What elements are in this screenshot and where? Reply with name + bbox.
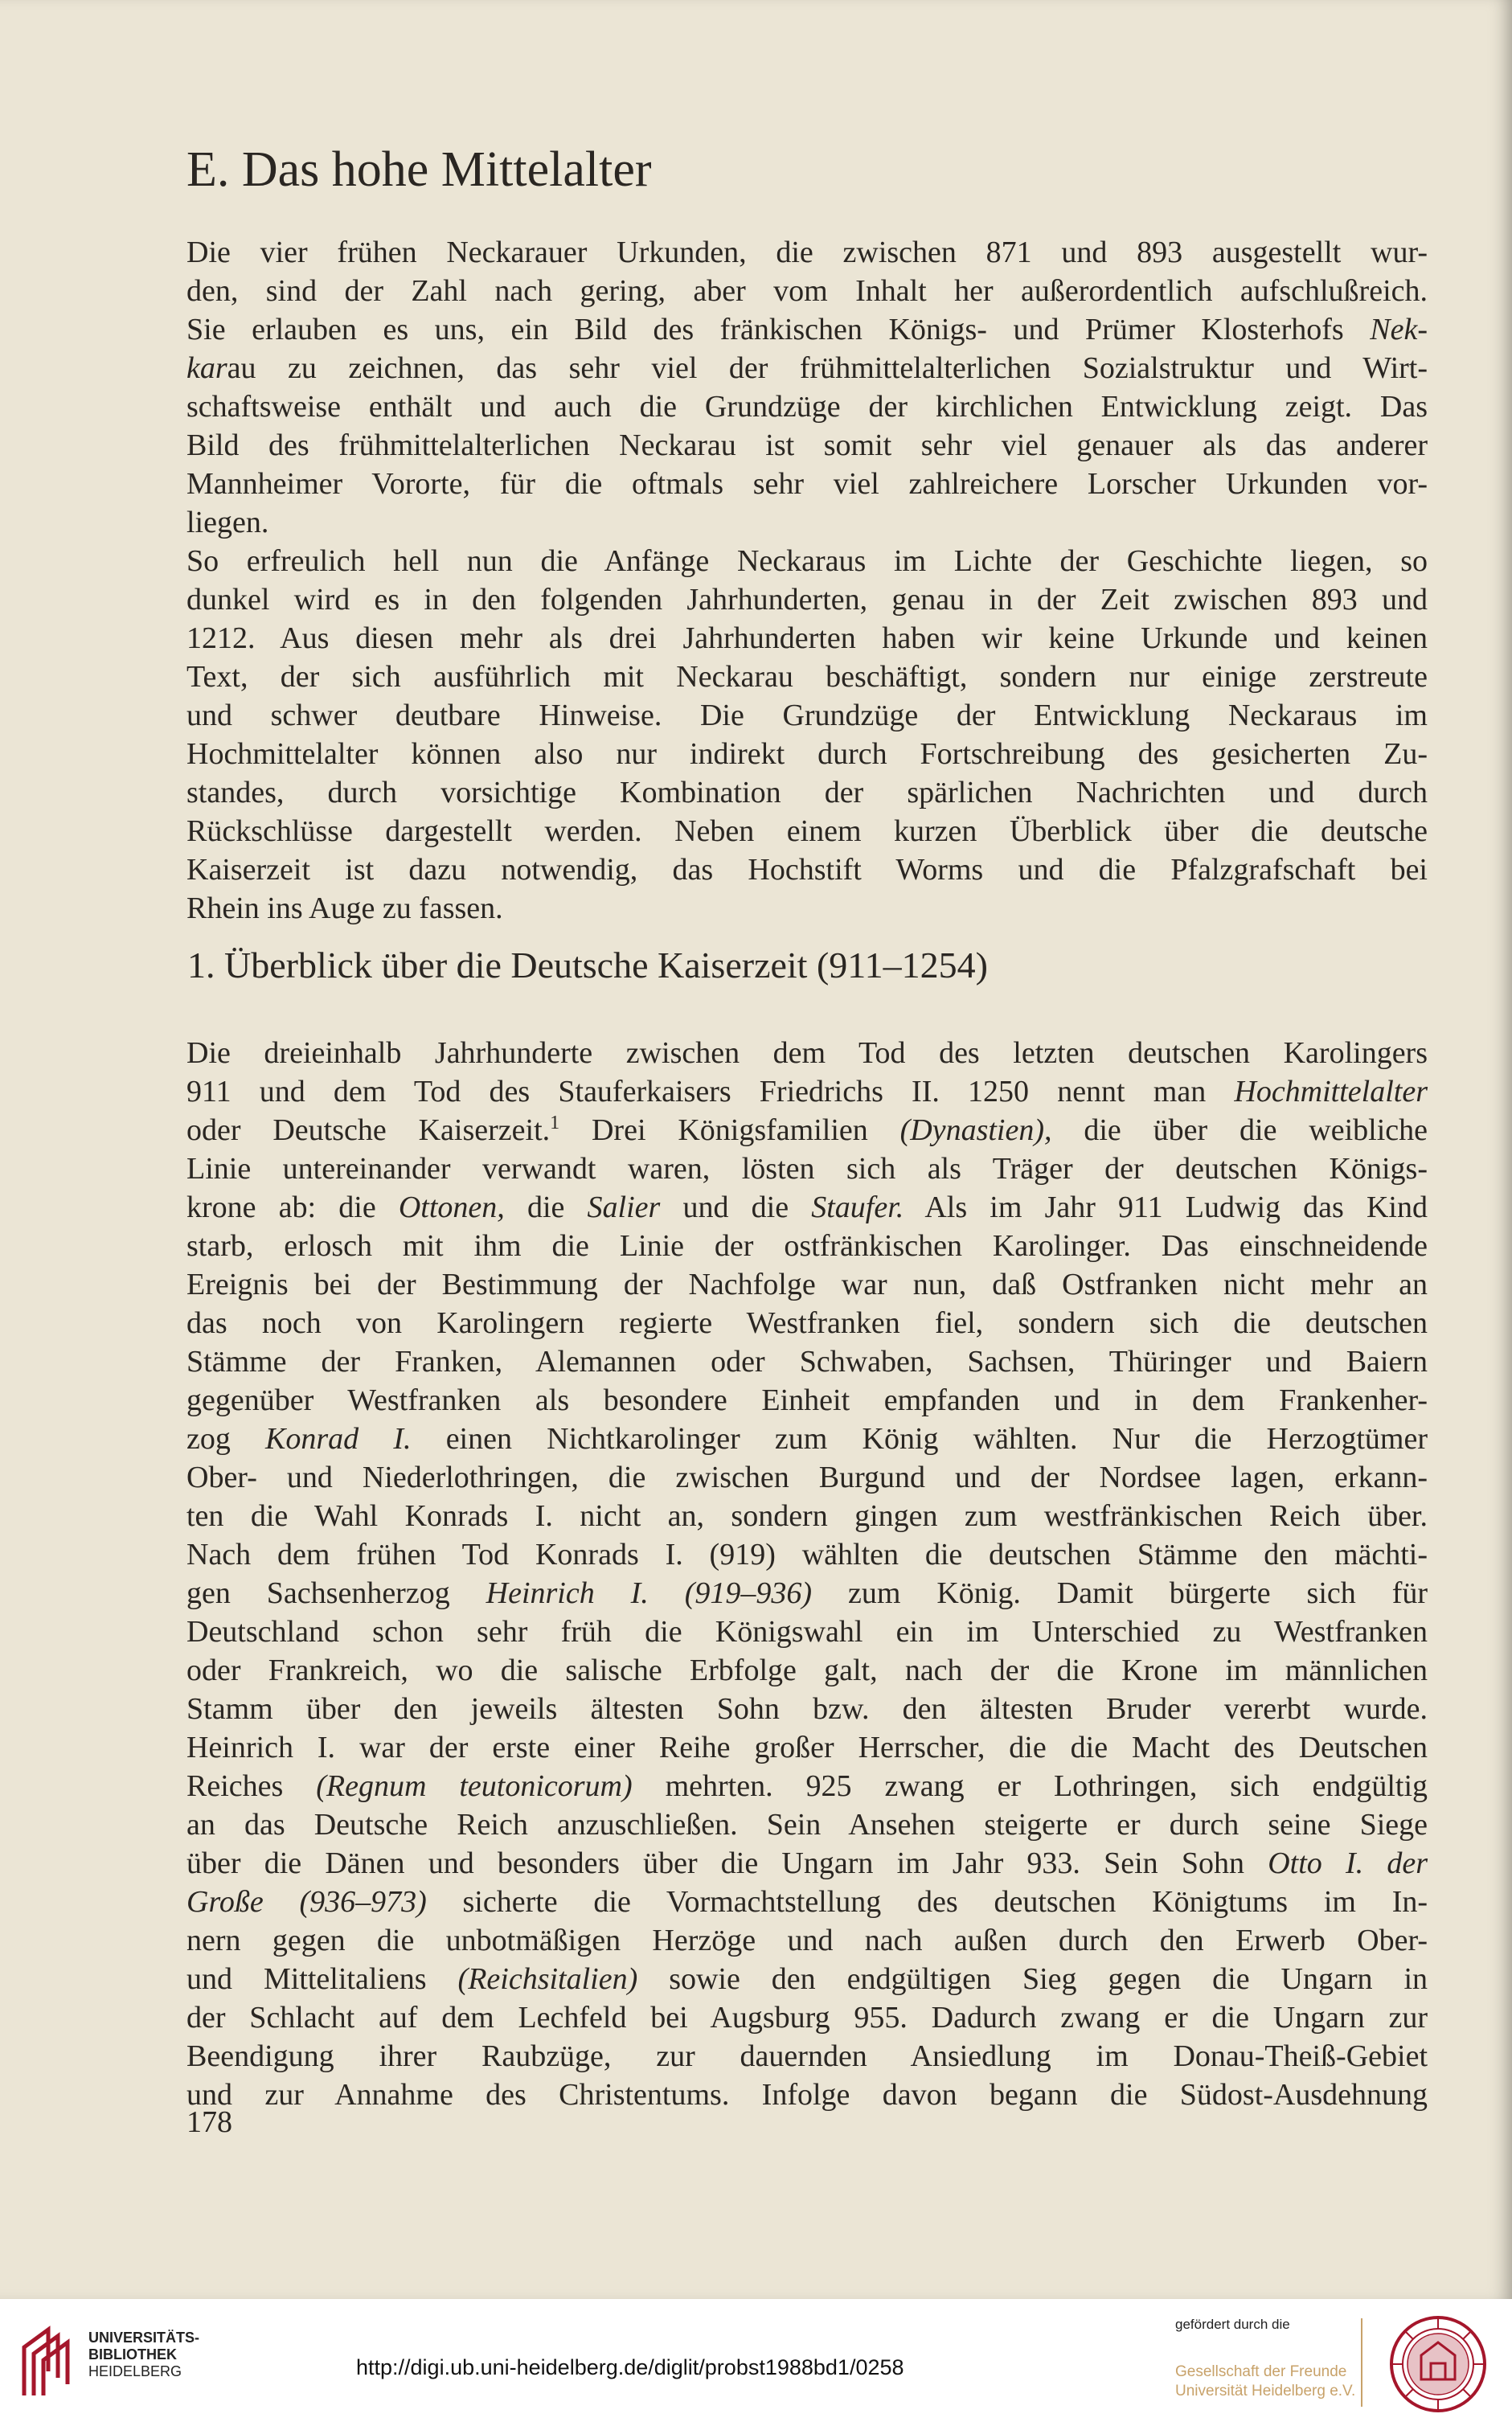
text-span: krone ab: die <box>186 1191 399 1224</box>
italic-term: Staufer. <box>811 1191 904 1224</box>
text-line <box>186 1574 1428 1613</box>
text-span: gen Sachsenherzog <box>186 1576 486 1610</box>
text-line: Beendigung ihrer Raubzüge, zur dauernden Ansiedlung im Donau-Theiß-Gebiet <box>186 2039 1428 2073</box>
library-name-line: UNIVERSITÄTS- <box>88 2330 200 2346</box>
text-line: Die vier frühen Neckarauer Urkunden, die zwischen 871 und 893 ausgestellt wur- <box>186 236 1428 269</box>
text-line: standes, durch vorsichtige Kombination der spärlichen Nachrichten und durch <box>186 776 1428 809</box>
text-span: Sie erlauben es uns, ein Bild des fränkischen Königs- und Prümer Klosterhofs <box>186 313 1371 346</box>
italic-term: Otto I. der <box>1268 1846 1428 1880</box>
text-line <box>186 310 1428 349</box>
text-line <box>186 1111 1428 1150</box>
text-span: die <box>504 1191 588 1224</box>
text-line <box>186 1883 1428 1921</box>
italic-term: Heinrich I. (919–936) <box>486 1576 813 1610</box>
text-line: Stamm über den jeweils ältesten Sohn bzw. den ältesten Bruder vererbt wurde. <box>186 1692 1428 1726</box>
text-line: So erfreulich hell nun die Anfänge Neckaraus im Lichte der Geschichte liegen, so <box>186 544 1428 578</box>
text-span: sicherte die Vormachtstellung des deutschen Königtums im In- <box>426 1885 1428 1919</box>
text-line <box>186 1844 1428 1883</box>
text-span: die über die weibliche <box>1051 1113 1428 1147</box>
sponsor-name: Gesellschaft der Freunde <box>1175 2363 1347 2380</box>
text-line: Hochmittelalter können also nur indirekt durch Fortschreibung des gesicherten Zu- <box>186 737 1428 771</box>
text-block-section <box>186 1034 1428 2114</box>
italic-term: (Dynastien), <box>899 1113 1052 1147</box>
library-name-line: BIBLIOTHEK <box>88 2346 177 2363</box>
italic-term: kar <box>186 351 227 385</box>
university-seal-icon <box>1389 2315 1487 2413</box>
text-line: Die dreieinhalb Jahrhunderte zwischen dem Tod des letzten deutschen Karolingers <box>186 1036 1428 1070</box>
text-span: und Mittelitaliens <box>186 1962 458 1996</box>
italic-term: Ottonen, <box>398 1191 505 1224</box>
text-line: Nach dem frühen Tod Konrads I. (919) wählten die deutschen Stämme den mächti- <box>186 1538 1428 1572</box>
text-line: starb, erlosch mit ihm die Linie der ostfränkischen Karolinger. Das einschneidende <box>186 1229 1428 1263</box>
text-span: über die Dänen und besonders über die Ungarn im Jahr 933. Sein Sohn <box>186 1846 1268 1880</box>
text-line: Bild des frühmittelalterlichen Neckarau ist somit sehr viel genauer als das anderer <box>186 428 1428 462</box>
text-line: Ober- und Niederlothringen, die zwischen Burgund und der Nordsee lagen, erkann- <box>186 1461 1428 1494</box>
italic-term: Hochmittelalter <box>1234 1075 1428 1109</box>
text-span: zum König. Damit bürgerte sich für <box>812 1576 1428 1610</box>
text-line: Text, der sich ausführlich mit Neckarau beschäftigt, sondern nur einige zerstreute <box>186 660 1428 694</box>
text-span: zog <box>186 1422 266 1456</box>
page-number: 178 <box>186 2105 232 2139</box>
text-line: liegen. <box>186 506 269 539</box>
italic-term: (Reichsitalien) <box>457 1962 638 1996</box>
text-span: sowie den endgültigen Sieg gegen die Ungarn in <box>637 1962 1428 1996</box>
text-line: und schwer deutbare Hinweise. Die Grundzüge der Entwicklung Neckaraus im <box>186 699 1428 732</box>
text-span: Drei Königsfamilien <box>559 1113 900 1147</box>
text-span: Als im Jahr 911 Ludwig das Kind <box>904 1191 1428 1224</box>
text-line <box>186 1420 1428 1458</box>
sponsor-caption: gefördert durch die <box>1175 2317 1290 2332</box>
text-line <box>186 1960 1428 1998</box>
footer-divider <box>1361 2318 1362 2407</box>
text-line: Linie untereinander verwandt waren, lösten sich als Träger der deutschen Königs- <box>186 1152 1428 1186</box>
text-span: oder Deutsche Kaiserzeit. <box>186 1113 551 1147</box>
footnote-marker: 1 <box>550 1113 560 1133</box>
text-line: 1212. Aus diesen mehr als drei Jahrhunderten haben wir keine Urkunde und keinen <box>186 621 1428 655</box>
text-line <box>186 1188 1428 1227</box>
text-line: und zur Annahme des Christentums. Infolge davon begann die Südost-Ausdehnung <box>186 2078 1428 2112</box>
text-block-intro <box>186 233 1428 928</box>
text-line: den, sind der Zahl nach gering, aber vom Inhalt her außerordentlich aufschlußreich. <box>186 274 1428 308</box>
text-line: gegenüber Westfranken als besondere Einheit empfanden und in dem Frankenher- <box>186 1383 1428 1417</box>
text-span: mehrten. 925 zwang er Lothringen, sich endgültig <box>632 1769 1428 1803</box>
text-line: nern gegen die unbotmäßigen Herzöge und nach außen durch den Erwerb Ober- <box>186 1924 1428 1957</box>
text-line: Stämme der Franken, Alemannen oder Schwaben, Sachsen, Thüringer und Baiern <box>186 1345 1428 1379</box>
permalink-url[interactable]: http://digi.ub.uni-heidelberg.de/diglit/probst1988bd1/0258 <box>356 2355 904 2379</box>
text-line: Rückschlüsse dargestellt werden. Neben einem kurzen Überblick über die deutsche <box>186 814 1428 848</box>
text-span: au zu zeichnen, das sehr viel der frühmittelalterlichen Sozialstruktur und Wirt- <box>227 351 1428 385</box>
text-span: 911 und dem Tod des Stauferkaisers Friedrichs II. 1250 nennt man <box>186 1075 1235 1109</box>
italic-term: Große (936–973) <box>186 1885 427 1919</box>
footer-bar <box>0 2299 1512 2422</box>
chapter-heading: E. Das hohe Mittelalter <box>186 142 652 197</box>
text-span: einen Nichtkarolinger zum König wählten. Nur die Herzogtümer <box>411 1422 1428 1456</box>
text-line: Deutschland schon sehr früh die Königswahl ein im Unterschied zu Westfranken <box>186 1615 1428 1649</box>
text-line: der Schlacht auf dem Lechfeld bei Augsburg 955. Dadurch zwang er die Ungarn zur <box>186 2001 1428 2035</box>
text-line: dunkel wird es in den folgenden Jahrhunderten, genau in der Zeit zwischen 893 und <box>186 583 1428 617</box>
text-line <box>186 1072 1428 1111</box>
text-line <box>186 1767 1428 1805</box>
library-name <box>88 2330 199 2380</box>
text-line: Mannheimer Vororte, für die oftmals sehr viel zahlreichere Lorscher Urkunden vor- <box>186 467 1428 501</box>
text-line: Ereignis bei der Bestimmung der Nachfolge war nun, daß Ostfranken nicht mehr an <box>186 1268 1428 1301</box>
italic-term: (Regnum teutonicorum) <box>316 1769 633 1803</box>
italic-term: Nek- <box>1370 313 1428 346</box>
text-line: Kaiserzeit ist dazu notwendig, das Hochstift Worms und die Pfalzgrafschaft bei <box>186 853 1428 887</box>
italic-term: Konrad I. <box>265 1422 412 1456</box>
sponsor-name: Universität Heidelberg e.V. <box>1175 2383 1356 2399</box>
text-line: schaftsweise enthält und auch die Grundzüge der kirchlichen Entwicklung zeigt. Das <box>186 390 1428 424</box>
text-line: ten die Wahl Konrads I. nicht an, sondern gingen zum westfränkischen Reich über. <box>186 1499 1428 1533</box>
text-line: Heinrich I. war der erste einer Reihe großer Herrscher, die die Macht des Deutschen <box>186 1731 1428 1764</box>
text-line: oder Frankreich, wo die salische Erbfolge galt, nach der die Krone im männlichen <box>186 1654 1428 1687</box>
text-line: Rhein ins Auge zu fassen. <box>186 891 503 925</box>
text-line: das noch von Karolingern regierte Westfranken fiel, sondern sich die deutschen <box>186 1306 1428 1340</box>
text-span: Reiches <box>186 1769 317 1803</box>
italic-term: Salier <box>587 1191 661 1224</box>
text-span: und die <box>660 1191 812 1224</box>
text-line: an das Deutsche Reich anzuschließen. Sein Ansehen steigerte er durch seine Siege <box>186 1808 1428 1842</box>
ub-logo-icon <box>16 2323 84 2400</box>
library-name-line: HEIDELBERG <box>88 2363 182 2379</box>
text-line <box>186 349 1428 387</box>
section-heading: 1. Überblick über die Deutsche Kaiserzeit (911–1254) <box>187 945 988 986</box>
